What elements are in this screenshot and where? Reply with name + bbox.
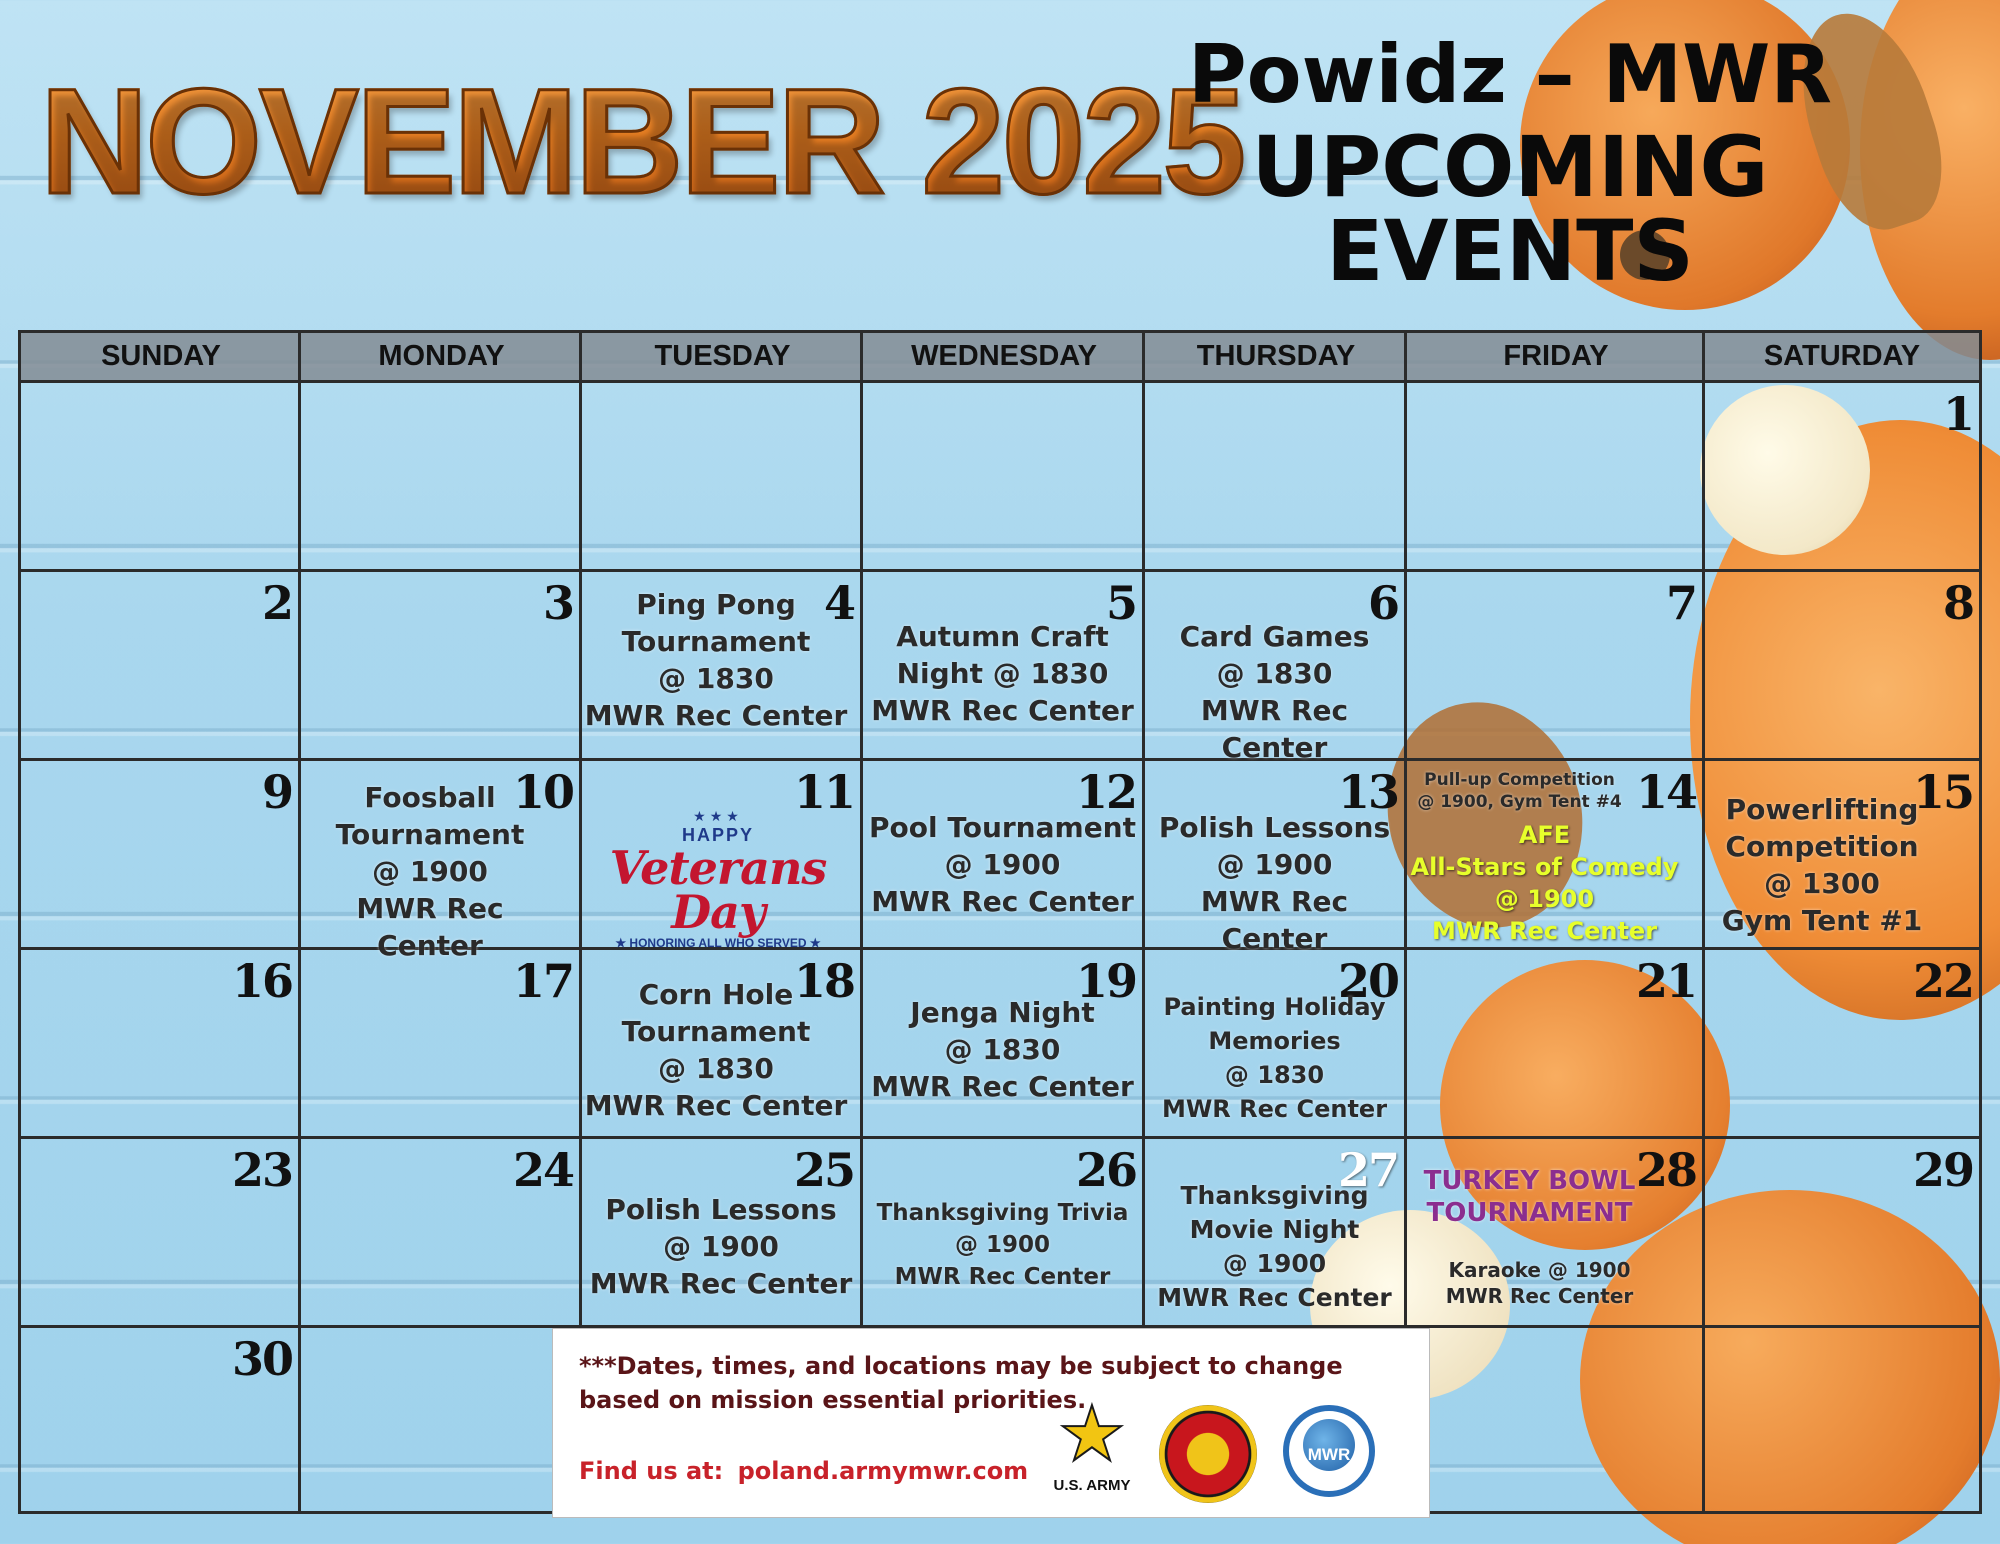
- day-cell: [1705, 572, 1979, 758]
- day-cell: [1145, 572, 1404, 764]
- event-pool-tournament: [863, 809, 1142, 920]
- veterans-day-graphic: [588, 809, 848, 950]
- weekday-sunday: SUNDAY: [101, 340, 221, 372]
- event-line: Pool Tournament: [868, 811, 1136, 844]
- event-line: Gym Tent #1: [1721, 904, 1923, 937]
- event-line: Jenga Night: [910, 996, 1095, 1029]
- day-cell: [1145, 1139, 1404, 1325]
- event-line: Tournament: [335, 818, 525, 851]
- day-number: 13: [1337, 765, 1398, 819]
- day-number: 24: [512, 1143, 573, 1197]
- event-line: Thanksgiving Trivia: [876, 1200, 1129, 1226]
- day-cell: [301, 761, 579, 962]
- army-logo-label: U.S. ARMY: [1053, 1477, 1131, 1494]
- weekday-friday: FRIDAY: [1503, 340, 1609, 372]
- day-cell: [21, 761, 298, 947]
- day-number: 21: [1635, 954, 1696, 1008]
- day-cell: [863, 572, 1142, 758]
- day-number: 10: [512, 765, 573, 819]
- day-number: 2: [261, 576, 292, 630]
- day-cell: [1407, 761, 1702, 947]
- event-line: Memories: [1208, 1027, 1341, 1055]
- event-line: @ 1300: [1764, 867, 1880, 900]
- event-jenga-night: [863, 994, 1142, 1105]
- event-thanksgiving-movie: [1145, 1179, 1404, 1315]
- event-line: MWR Rec Center: [871, 1070, 1134, 1103]
- event-line: Polish Lessons: [1158, 811, 1391, 844]
- event-line: TURKEY BOWL: [1423, 1166, 1636, 1196]
- us-army-logo: [1047, 1389, 1137, 1494]
- day-number: 3: [542, 576, 573, 630]
- day-cell: [1705, 1139, 1979, 1325]
- notice-box: [552, 1328, 1430, 1518]
- day-number: 7: [1665, 576, 1696, 630]
- veterans-day-happy: HAPPY: [681, 825, 754, 845]
- find-us-label: Find us at:: [579, 1457, 724, 1485]
- day-number: 9: [261, 765, 292, 819]
- day-cell: [1705, 383, 1979, 569]
- event-powerlifting: [1705, 791, 1979, 939]
- event-line: Tournament: [621, 1015, 811, 1048]
- event-line: Autumn Craft: [896, 620, 1109, 653]
- event-line: Pull-up Competition: [1424, 770, 1615, 790]
- mwr-logo-label: MWR: [1307, 1445, 1351, 1464]
- event-line: MWR Rec Center: [1161, 1095, 1388, 1123]
- upcoming-events-heading: UPCOMING EVENTS: [1251, 118, 1769, 300]
- disclaimer-text: ***Dates, times, and locations may be subject to change based on mission essential priorities.: [579, 1352, 1343, 1414]
- day-cell: [301, 1139, 579, 1325]
- event-line: MWR Rec Center: [356, 892, 504, 962]
- day-cell: [1705, 950, 1979, 1136]
- event-autumn-craft: [863, 618, 1142, 729]
- day-cell: [301, 950, 579, 1136]
- weekday-wednesday: WEDNESDAY: [911, 340, 1097, 372]
- event-line: @ 1900: [372, 855, 488, 888]
- event-corn-hole: [582, 976, 860, 1124]
- army-mwr-logo: [1283, 1405, 1375, 1497]
- event-line: Card Games: [1179, 620, 1370, 653]
- grid-line: [21, 380, 1979, 383]
- event-line: @ 1830: [944, 1033, 1061, 1066]
- day-cell: [21, 572, 298, 758]
- veterans-day-tagline: ★ HONORING ALL WHO SERVED ★: [615, 936, 821, 950]
- event-line: MWR Rec Center: [1445, 1284, 1634, 1308]
- day-number: 20: [1337, 954, 1398, 1008]
- day-cell: [1407, 1139, 1702, 1325]
- installation-support-seal-icon: [1159, 1405, 1257, 1503]
- event-line: @ 1900, Gym Tent #4: [1417, 792, 1622, 812]
- day-number: 19: [1075, 954, 1136, 1008]
- event-line: Powerlifting: [1725, 793, 1919, 826]
- event-line: @ 1900: [954, 1232, 1051, 1258]
- day-number: 11: [793, 765, 854, 819]
- day-number: 26: [1075, 1143, 1136, 1197]
- day-cell: [1705, 761, 1979, 947]
- event-thanksgiving-trivia: [863, 1197, 1142, 1293]
- day-number: 4: [823, 576, 854, 630]
- event-line: @ 1830: [1216, 657, 1333, 690]
- event-foosball: [301, 779, 579, 964]
- event-line: MWR Rec Center: [1431, 917, 1658, 945]
- day-number: 15: [1912, 765, 1973, 819]
- day-number: 8: [1942, 576, 1973, 630]
- day-number: 6: [1367, 576, 1398, 630]
- day-number: 1: [1942, 387, 1973, 441]
- day-cell: [582, 572, 860, 758]
- day-cell: [21, 1328, 298, 1514]
- veterans-day-title: Veterans Day: [609, 841, 827, 939]
- event-line: Thanksgiving: [1180, 1181, 1369, 1210]
- event-line: MWR Rec Center: [894, 1264, 1111, 1290]
- day-cell: [301, 572, 579, 758]
- event-polish-lessons: [582, 1191, 860, 1302]
- event-line: Competition: [1725, 830, 1919, 863]
- event-line: All-Stars of Comedy: [1410, 853, 1679, 881]
- weekday-tuesday: TUESDAY: [654, 340, 791, 372]
- day-number: 29: [1912, 1143, 1973, 1197]
- day-number: 30: [231, 1332, 292, 1386]
- event-turkey-bowl: [1407, 1165, 1702, 1229]
- event-line: MWR Rec Center: [1157, 1283, 1392, 1312]
- day-cell: [21, 950, 298, 1136]
- day-number: 25: [793, 1143, 854, 1197]
- event-line: Karaoke @ 1900: [1448, 1258, 1631, 1282]
- event-line: MWR Rec Center: [1200, 694, 1349, 764]
- day-number: 12: [1075, 765, 1136, 819]
- day-cell: [863, 950, 1142, 1136]
- event-line: @ 1900: [1222, 1249, 1327, 1278]
- event-line: Polish Lessons: [605, 1193, 837, 1226]
- org-title: [1160, 28, 1860, 300]
- event-pull-up: [1407, 769, 1702, 813]
- event-line: Movie Night: [1189, 1215, 1360, 1244]
- day-cell: [21, 1139, 298, 1325]
- event-line: TOURNAMENT: [1426, 1198, 1633, 1228]
- event-line: @ 1900: [663, 1230, 779, 1263]
- event-ping-pong: [582, 586, 860, 734]
- day-number: 18: [793, 954, 854, 1008]
- stars-icon: ★★★: [693, 809, 743, 825]
- day-cell: [582, 1139, 860, 1325]
- event-line: Ping Pong: [636, 588, 796, 621]
- event-line: @ 1900: [944, 848, 1061, 881]
- event-karaoke: [1407, 1257, 1702, 1309]
- event-line: MWR Rec Center: [871, 694, 1134, 727]
- event-line: MWR Rec Center: [589, 1267, 853, 1300]
- event-line: Corn Hole: [638, 978, 794, 1011]
- day-cell: [863, 1139, 1142, 1325]
- weekday-saturday: SATURDAY: [1763, 340, 1921, 372]
- event-line: @ 1830: [1224, 1061, 1325, 1089]
- day-number: 22: [1912, 954, 1973, 1008]
- event-line: Night @ 1830: [896, 657, 1109, 690]
- day-cell: [1407, 950, 1702, 1136]
- event-line: MWR Rec Center: [584, 699, 848, 732]
- weekday-thursday: THURSDAY: [1196, 340, 1356, 372]
- day-cell: [1145, 950, 1404, 1136]
- day-number: 14: [1635, 765, 1696, 819]
- day-cell: [582, 761, 860, 950]
- event-line: @ 1830: [658, 1052, 774, 1085]
- org-name: Powidz – MWR: [1188, 28, 1832, 121]
- event-card-games: [1145, 618, 1404, 766]
- event-line: MWR Rec Center: [1200, 885, 1349, 955]
- event-line: @ 1900: [1216, 848, 1333, 881]
- event-polish-lessons: [1145, 809, 1404, 957]
- day-cell: [1145, 761, 1404, 955]
- day-number: 23: [231, 1143, 292, 1197]
- event-line: Painting Holiday: [1163, 993, 1386, 1021]
- event-line: MWR Rec Center: [584, 1089, 848, 1122]
- day-number: 16: [231, 954, 292, 1008]
- day-cell: [1407, 572, 1702, 758]
- website-link[interactable]: poland.armymwr.com: [737, 1457, 1029, 1485]
- event-line: @ 1830: [658, 662, 774, 695]
- event-line: AFE: [1518, 821, 1571, 849]
- weekday-monday: MONDAY: [378, 340, 505, 372]
- month-title: NOVEMBER 2025: [40, 55, 1243, 228]
- event-line: MWR Rec Center: [871, 885, 1134, 918]
- event-line: Foosball: [364, 781, 496, 814]
- day-number: 5: [1105, 576, 1136, 630]
- day-number: 27: [1337, 1143, 1398, 1197]
- find-us: [579, 1457, 1028, 1485]
- army-star-icon: ★: [1057, 1389, 1127, 1478]
- day-cell: [863, 761, 1142, 947]
- event-afe-comedy: [1407, 819, 1702, 947]
- day-cell: [582, 950, 860, 1136]
- event-line: @ 1900: [1494, 885, 1595, 913]
- event-painting-holiday: [1145, 990, 1404, 1126]
- event-line: Tournament: [621, 625, 811, 658]
- day-number: 17: [512, 954, 573, 1008]
- day-number: 28: [1635, 1143, 1696, 1197]
